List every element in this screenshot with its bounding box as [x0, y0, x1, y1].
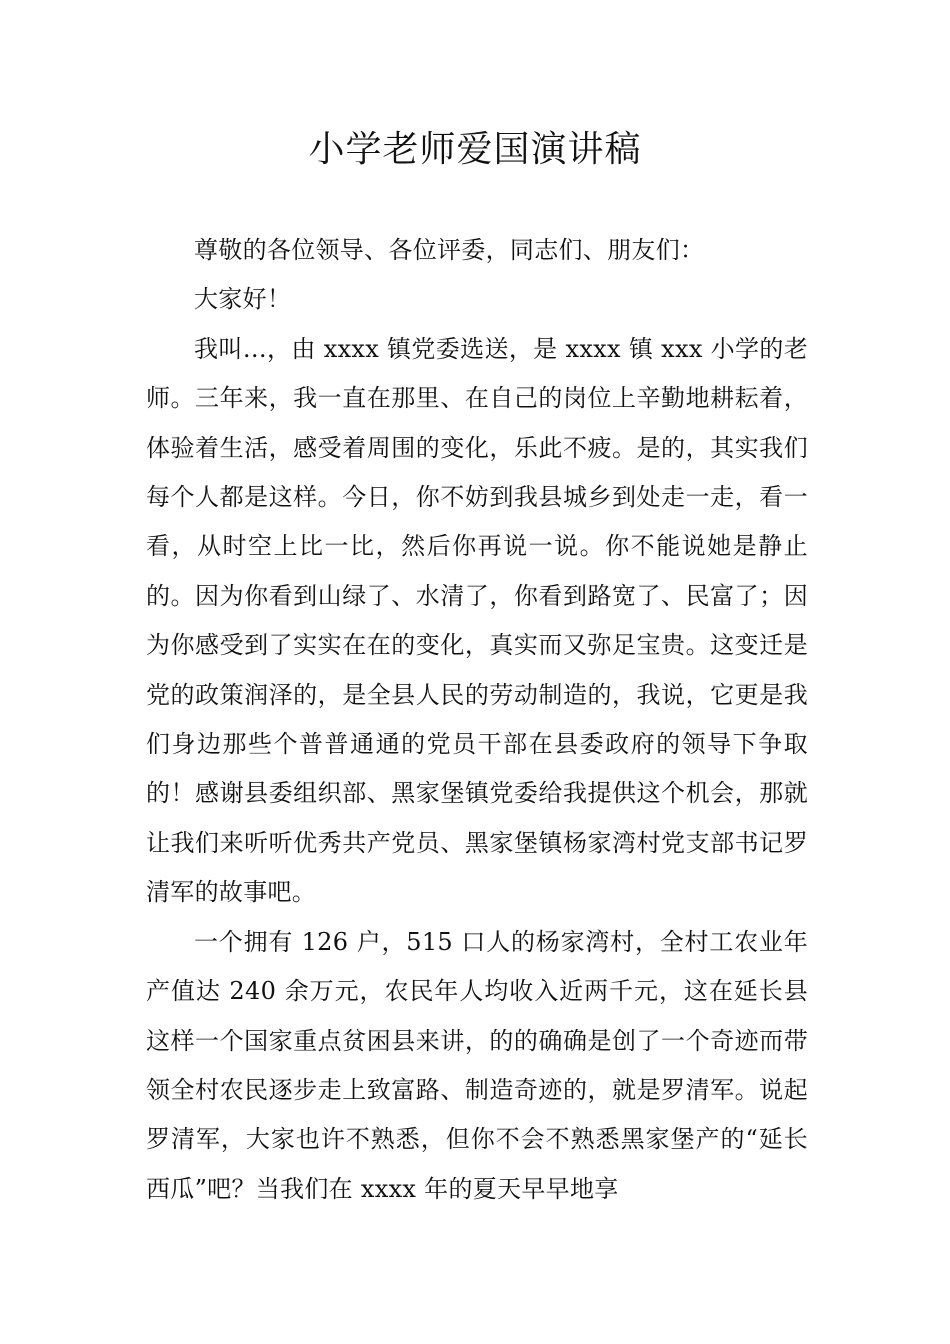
paragraph-greeting: 大家好！ [194, 285, 292, 314]
paragraph-village-story: 一个拥有 126 户，515 口人的杨家湾村，全村工农业年产值达 240 余万元，农民年人均收入近两千元，这在延长县这样一个国家重点贫困县来讲，的的确确是创了一个奇迹而带领全村农民逐步走上致富路、制造奇迹的，就是罗清军。说起罗清军，大家也许不熟悉，但你不会不熟悉黑家堡产的“延长西瓜”吧？当我们在 xxxx 年的夏天早早地享 [146, 927, 808, 1203]
document-title: 小学老师爱国演讲稿 [308, 129, 642, 170]
document-body [146, 226, 808, 1214]
paragraph-salutation: 尊敬的各位领导、各位评委，同志们、朋友们： [194, 236, 705, 264]
paragraph-introduction: 我叫…，由 xxxx 镇党委选送，是 xxxx 镇 xxx 小学的老师。三年来，我一直在那里、在自己的岗位上辛勤地耕耘着，体验着生活，感受着周围的变化，乐此不疲。是的，其实我们每个人都是这样。今日，你不妨到我县城乡到处走一走，看一看，从时空上比一比，然后你再说一说。你不能说她是静止的。因为你看到山绿了、水清了，你看到路宽了、民富了；因为你感受到了实实在在的变化，真实而又弥足宝贵。这变迁是党的政策润泽的，是全县人民的劳动制造的，我说，它更是我们身边那些个普普通通的党员干部在县委政府的领导下争取的！感谢县委组织部、黑家堡镇党委给我提供这个机会，那就让我们来听听优秀共产党员、黑家堡镇杨家湾村党支部书记罗清军的故事吧。 [146, 334, 808, 907]
